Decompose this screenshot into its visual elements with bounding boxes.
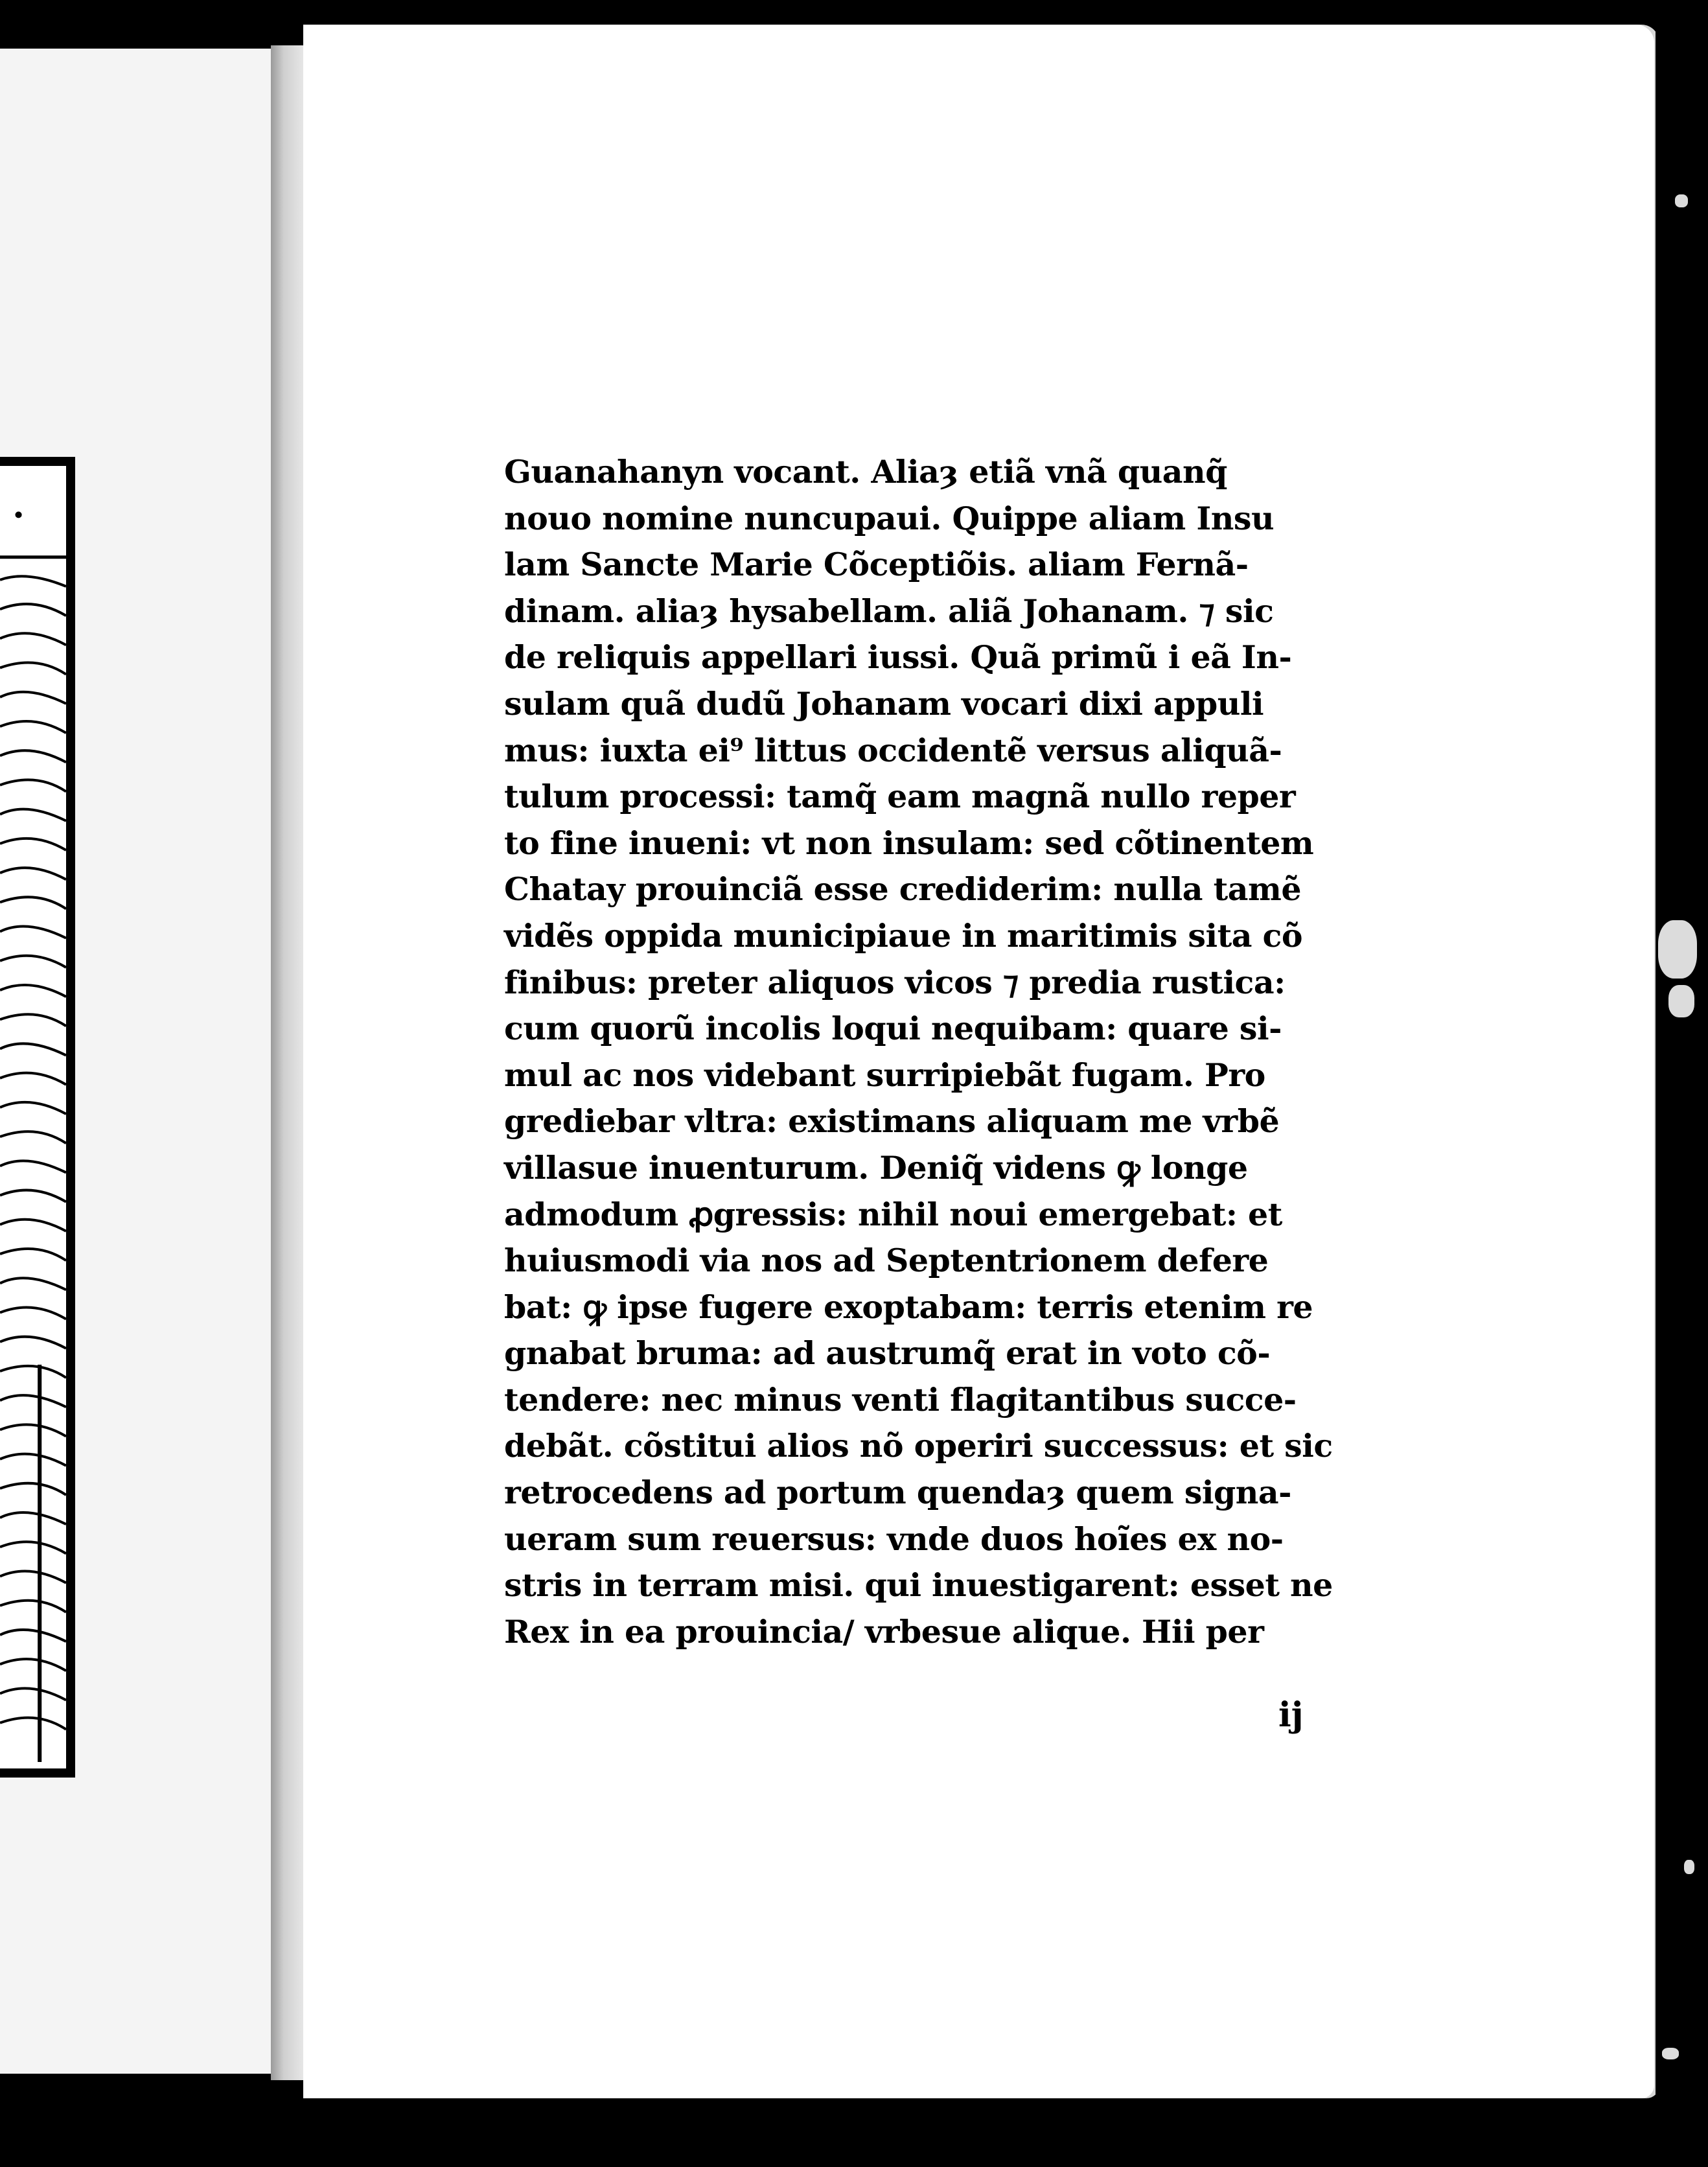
text-line: tulum processi: tamq̃ eam magnã nullo reper (504, 778, 1296, 816)
text-line: gnabat bruma: ad austrumq̃ erat in voto cõ- (504, 1334, 1271, 1373)
text-line: to fine inueni: vt non insulam: sed cõtinentem (504, 824, 1314, 862)
text-line: lam Sancte Marie Cõceptiõis. aliam Fernã- (504, 546, 1249, 584)
background-speck (1684, 1860, 1694, 1874)
text-line: sulam quã dudũ Johanam vocari dixi appuli (504, 684, 1264, 723)
text-line: vidẽs oppida municipiaue in maritimis sita cõ (504, 916, 1303, 955)
text-line: Rex in ea prouincia/ vrbesue alique. Hii per (504, 1612, 1264, 1651)
woodcut-illustration (0, 457, 75, 1778)
background-speck (1675, 194, 1688, 207)
text-line: dinam. aliaȝ hysabellam. aliã Johanam. ⁊ sic (504, 592, 1274, 630)
right-page (303, 25, 1654, 2098)
body-text (504, 449, 1340, 1655)
signature-mark: ij (1278, 1695, 1304, 1735)
background-speck (1658, 920, 1697, 979)
text-line: Guanahanyn vocant. Aliaȝ etiã vnã quanq̃ (504, 453, 1227, 491)
text-line: huiusmodi via nos ad Septentrionem defere (504, 1242, 1269, 1280)
background-speck (1662, 2048, 1679, 2059)
left-page (0, 49, 273, 2074)
text-line: tendere: nec minus venti flagitantibus succe- (504, 1380, 1297, 1419)
text-line: mul ac nos videbant surripiebãt fugam. Pro (504, 1056, 1265, 1094)
text-line: cum quorũ incolis loqui nequibam: quare si- (504, 1010, 1282, 1048)
text-line: debãt. cõstitui alios nõ operiri successus: et sic (504, 1427, 1333, 1465)
text-line: finibus: preter aliquos vicos ⁊ predia rustica: (504, 963, 1286, 1001)
text-line: admodum ꝓgressis: nihil noui emergebat: et (504, 1195, 1282, 1233)
text-line: grediebar vltra: existimans aliquam me vrbẽ (504, 1102, 1280, 1141)
text-line: nouo nomine nuncupaui. Quippe aliam Insu (504, 499, 1275, 537)
text-line: Chatay prouinciã esse crediderim: nulla tamẽ (504, 870, 1302, 909)
text-line: retrocedens ad portum quendaȝ quem signa- (504, 1474, 1292, 1512)
woodcut-lines-icon (0, 466, 66, 1768)
text-line: bat: ꝙ ipse fugere exoptabam: terris etenim re (504, 1288, 1313, 1326)
text-line: de reliquis appellari iussi. Quã primũ i eã In- (504, 638, 1292, 677)
background-speck (1668, 985, 1694, 1017)
text-line: mus: iuxta ei⁹ littus occidentẽ versus aliquã- (504, 731, 1282, 769)
text-line: stris in terram misi. qui inuestigarent: esset ne (504, 1566, 1333, 1605)
text-line: villasue inuenturum. Deniq̃ videns ꝙ longe (504, 1148, 1248, 1187)
right-edge-background (1656, 0, 1708, 2167)
text-line: ueram sum reuersus: vnde duos hoĩes ex no- (504, 1520, 1284, 1558)
book-gutter (271, 45, 303, 2080)
